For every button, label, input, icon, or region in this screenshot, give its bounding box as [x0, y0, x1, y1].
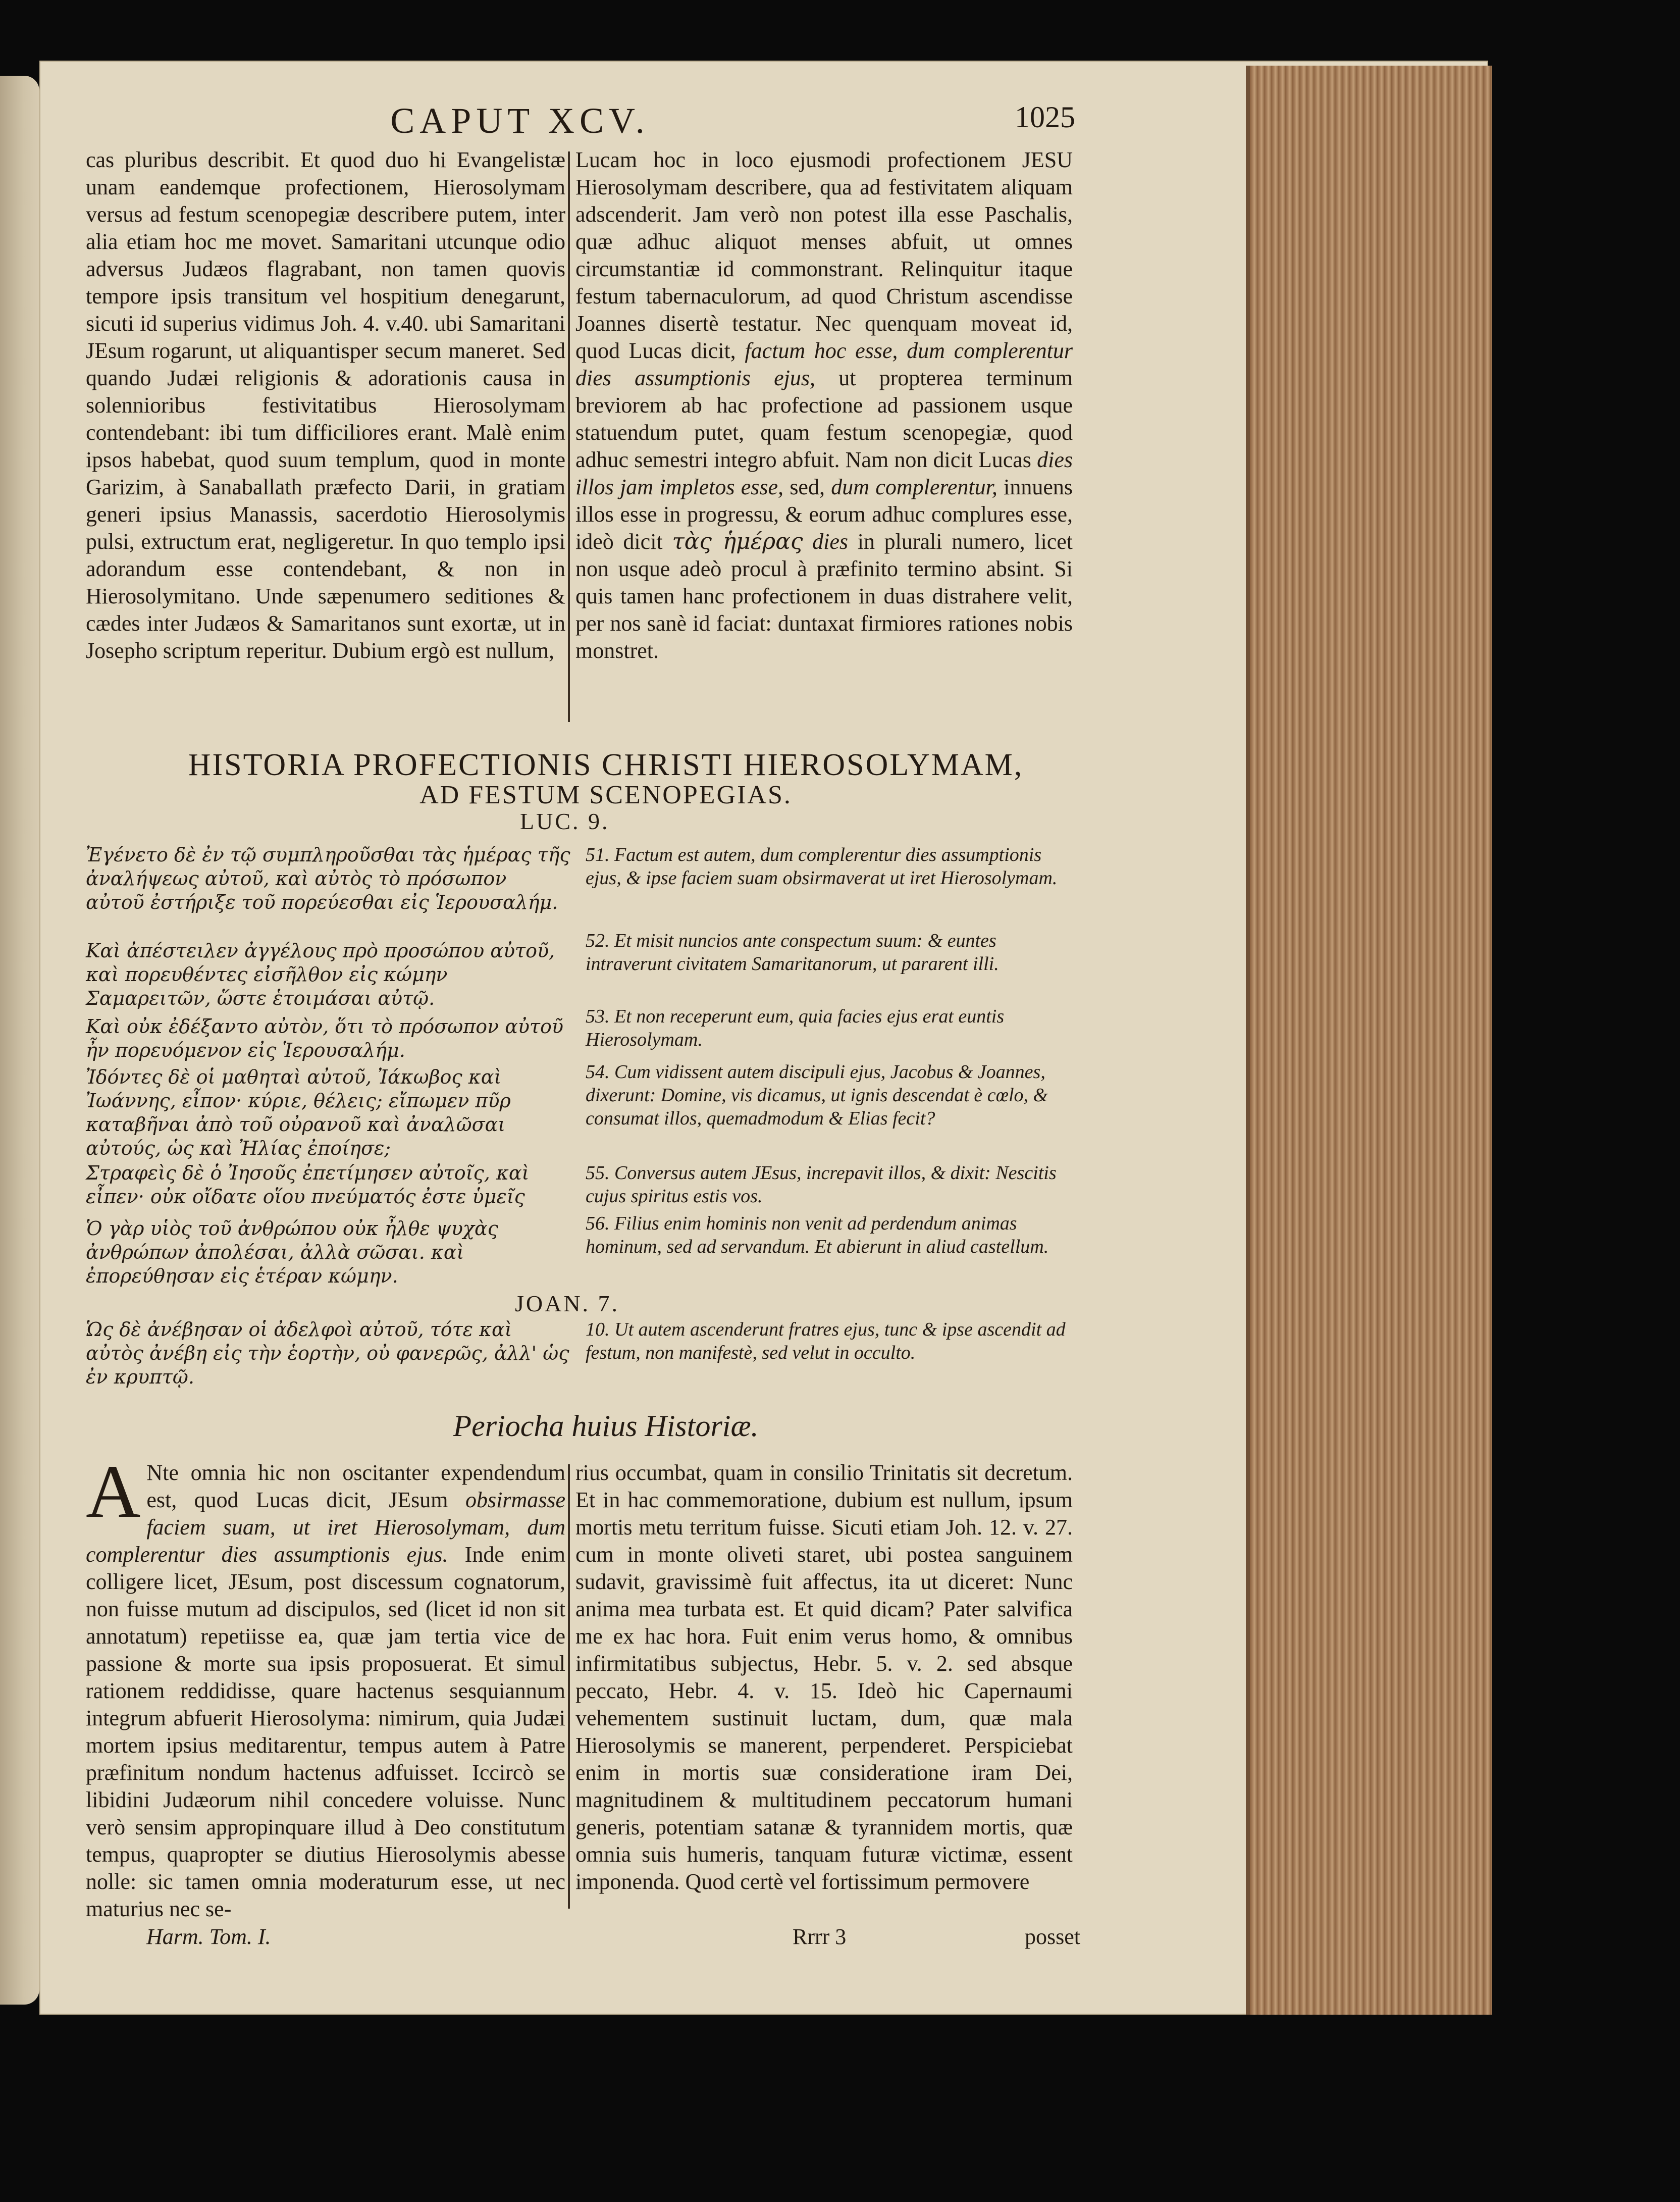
latin-verse-john-10: 10. Ut autem ascenderunt fratres ejus, tunc & ipse ascendit ad festum, non manifestè, sed velut in occulto. [586, 1319, 1066, 1363]
italic-quote: dum complerentur, [831, 475, 998, 499]
bottom-right-column [575, 1459, 1073, 1924]
latin-verse-52: 52. Et misit nuncios ante conspectum suum: & euntes intraverunt civitatem Samaritanorum, ut pararent illi. [586, 930, 999, 975]
text-run: ut propterea terminum breviorem ab hac profectione ad passionem usque statuendum putet, quam festum scenopegiæ, quod adhuc semestri integro abfuit. Nam non dicit Lucas [575, 366, 1073, 472]
greek-verse-john-10 [86, 1318, 570, 1389]
signature-mark: Rrrr 3 [793, 1924, 847, 1949]
luke-verses [86, 843, 1075, 1298]
greek-text: Στραφεὶς δὲ ὁ Ἰησοῦς ἐπετίμησεν αὐτοῖς, καὶ εἶπεν· οὐκ οἴδατε οἵου πνεύματός ἐστε ὑμεῖς [86, 1162, 530, 1208]
text-run: Inde enim colligere licet, JEsum, post discessum cognatorum, non fuisse mutum ad discipulos, sed (licet id non sit annotatum) repetiisse ea, quæ jam tertia vice de passione & morte sua ipsis proposuerat. Et simul rationem reddidisse, quare hactenus sesquiannum integrum abfuerit Hierosolyma: nimirum, quia Judæi mortem ipsius meditarentur, tempus autem à Patre præfinitum nondum hactenus adfuisset. Iccircò se libidini Judæorum nihil concedere voluisse. Nunc verò sensim appropinquare illud à Deo constitutum tempus, quapropter se diutius Hierosolymis abesse nolle: sic tamen omnia moderaturum esse, ut nec maturius nec se- [86, 1542, 565, 1921]
italic-quote: dies illos jam impletos esse, [575, 447, 1073, 499]
greek-text: Καὶ ἀπέστειλεν ἀγγέλους πρὸ προσώπου αὐτοῦ, καὶ πορευθέντες εἰσῆλθον εἰς κώμην Σαμαρειτῶν, ὥστε ἑτοιμάσαι αὐτῷ. [86, 940, 555, 1009]
latin-verse-51: 51. Factum est autem, dum complerentur dies assumptionis ejus, & ipse faciem suam obsirmaverat ut iret Hierosolymam. [586, 844, 1058, 889]
drop-capital: A [86, 1450, 141, 1533]
folio-number: 1025 [1015, 100, 1075, 134]
john-reference: JOAN. 7. [515, 1291, 620, 1316]
italic-quote: obsirmasse faciem suam, ut iret Hierosolymam, dum complerentur dies assumptionis ejus. [86, 1488, 565, 1567]
greek-text: Ὡς δὲ ἀνέβησαν οἱ ἀδελφοὶ αὐτοῦ, τότε καὶ αὐτὸς ἀνέβη εἰς τὴν ἑορτὴν, οὐ φανερῶς, ἀλλ' ὡς ἐν κρυπτῷ. [86, 1318, 569, 1388]
text-run: Lucam hoc in loco ejusmodi profectionem JESU Hierosolymam describere, qua ad festivitatem aliquam adscenderit. Jam verò non potest illa esse Paschalis, quæ adhuc aliquot menses abfuit, ut omnes circumstantiæ id commonstrant. Relinquitur itaque festum tabernaculorum, ad quod Christum ascendisse Joannes disertè testatur. Nec quenquam moveat id, quod Lucas dicit, [575, 147, 1073, 363]
section-title: HISTORIA PROFECTIONIS CHRISTI HIEROSOLYMAM, [188, 748, 1024, 782]
top-right-column [575, 146, 1073, 737]
greek-verse-55 [86, 1161, 570, 1209]
greek-verse-53 [86, 1015, 570, 1062]
greek-verse-52 [86, 939, 570, 1010]
text-run: in plurali numero, licet non usque adeò procul à præfinito termino absint. Si quis tamen hanc profectionem in duas distrahere velit, per nos sanè id faciat: duntaxat firmiores rationes nobis monstret. [575, 529, 1073, 663]
greek-text: Ὁ γὰρ υἱὸς τοῦ ἀνθρώπου οὐκ ἦλθε ψυχὰς ἀνθρώπων ἀπολέσαι, ἀλλὰ σῶσαι. καὶ ἐπορεύθησαν εἰς ἑτέραν κώμην. [86, 1217, 498, 1287]
catchword: posset [1025, 1924, 1080, 1949]
column-divider [568, 1464, 570, 1909]
greek-word: τὰς ἡμέρας [672, 529, 803, 554]
pericope-title: Periocha huius Historiæ. [453, 1409, 759, 1443]
greek-verse-51 [86, 843, 570, 914]
left-page-edge [0, 76, 39, 2005]
top-left-text: cas pluribus describit. Et quod duo hi Evangelistæ unam eandemque profectionem, Hierosolymam versus ad festum scenopegiæ describere putem, inter alia etiam hoc me movet. Samaritani utcunque odio adversus Judæos flagrabant, non tamen quovis tempore ipsis transitum vel hospitium denegarunt, sicuti id superius vidimus Joh. 4. v.40. ubi Samaritani JEsum rogarunt, ut aliquantisper secum maneret. Sed quando Judæi religionis & adorationis causa in solennioribus festivitatibus Hierosolymam contendebant: ibi tum difficiliores erant. Malè enim ipsos habebat, quod suum templum, quod in monte Garizim, à Sanaballath præfecto Darii, in gratiam generi ipsius Manassis, sacerdotio Hierosolymis pulsi, extructum erat, negligeretur. In quo templo ipsi adorandum esse contendebant, & non in Hierosolymitano. Unde sæpenumero seditiones & cædes inter Judæos & Samaritanos sunt exortæ, ut in Josepho scriptum reperitur. Dubium ergò est nullum, [86, 147, 565, 663]
latin-verse-55: 55. Conversus autem JEsus, increpavit illos, & dixit: Nescitis cujus spiritus estis vos. [586, 1162, 1057, 1207]
running-header: CAPUT XCV. [390, 100, 650, 141]
greek-verse-54 [86, 1065, 570, 1160]
greek-text: Ἰδόντες δὲ οἱ μαθηταὶ αὐτοῦ, Ἰάκωβος καὶ Ἰωάννης, εἶπον· κύριε, θέλεις; εἴπωμεν πῦρ καταβῆναι ἀπὸ τοῦ οὐρανοῦ καὶ ἀναλῶσαι αὐτούς, ὡς καὶ Ἠλίας ἐποίησε; [86, 1066, 511, 1159]
latin-verse-53: 53. Et non receperunt eum, quia facies ejus erat euntis Hierosolymam. [586, 1006, 1005, 1050]
luke-reference: LUC. 9. [520, 808, 610, 834]
text-run: innuens illos esse in progressu, & eorum adhuc complures esse, ideò dicit [575, 475, 1073, 554]
top-left-column [86, 146, 565, 737]
italic-quote: factum hoc esse, dum complerentur dies assumptionis ejus, [575, 338, 1073, 390]
text-run: sed, [790, 475, 825, 499]
section-subtitle: AD FESTUM SCENOPEGIAS. [419, 781, 792, 809]
bottom-right-text: rius occumbat, quam in consilio Trinitatis sit decretum. Et in hac commemoratione, dubium est nullum, ipsum mortis metu territum fuisse. Sicuti etiam Joh. 12. v. 27. cum in monte oliveti staret, ubi postea sanguinem sudavit, gravissimè fuit affectus, ita ut diceret: Nunc anima mea turbata est. Et quid dicam? Pater salvifica me ex hac hora. Fuit enim verus homo, & omnibus infirmitatibus subjectus, Hebr. 5. v. 2. sed absque peccato, Hebr. 4. v. 15. Ideò hic Capernaumi vehementem sustinuit luctam, dum, quæ mala Hierosolymis se manerent, perpenderet. Perspiciebat enim in mortis suæ consideratione iram Dei, magnitudinem & multitudinem peccatorum humani generis, potentiam satanæ & tyrannidem mortis, quæ omnia suis humeris, tanquam futuræ victimæ, essent imponenda. Quod certè vel fortissimum permovere [575, 1460, 1073, 1894]
page-fore-edge [1246, 66, 1492, 2015]
bottom-left-column [86, 1450, 565, 1924]
italic-quote: dies [812, 529, 849, 554]
bottom-left-text [86, 1450, 565, 1923]
latin-verse-54: 54. Cum vidissent autem discipuli ejus, Jacobus & Joannes, dixerunt: Domine, vis dicamus, ut ignis descendat è cœlo, & consumat illos, quemadmodum & Elias fecit? [586, 1061, 1048, 1129]
column-divider [568, 151, 570, 722]
text-run: Nte omnia hic non oscitanter expendendum est, quod Lucas dicit, JEsum [146, 1460, 565, 1512]
top-right-text [575, 146, 1073, 664]
greek-text: Ἐγένετο δὲ ἐν τῷ συμπληροῦσθαι τὰς ἡμέρας τῆς ἀναλήψεως αὐτοῦ, καὶ αὐτὸς τὸ πρόσωπον αὐτοῦ ἐστήριξε τοῦ πορεύεσθαι εἰς Ἱερουσαλήμ. [86, 844, 570, 913]
signature-left: Harm. Tom. I. [146, 1924, 271, 1949]
latin-verse-56: 56. Filius enim hominis non venit ad perdendum animas hominum, sed ad servandum. Et abierunt in aliud castellum. [586, 1213, 1049, 1257]
greek-text: Καὶ οὐκ ἐδέξαντο αὐτὸν, ὅτι τὸ πρόσωπον αὐτοῦ ἦν πορευόμενον εἰς Ἱερουσαλήμ. [86, 1015, 564, 1061]
greek-verse-56 [86, 1217, 570, 1288]
